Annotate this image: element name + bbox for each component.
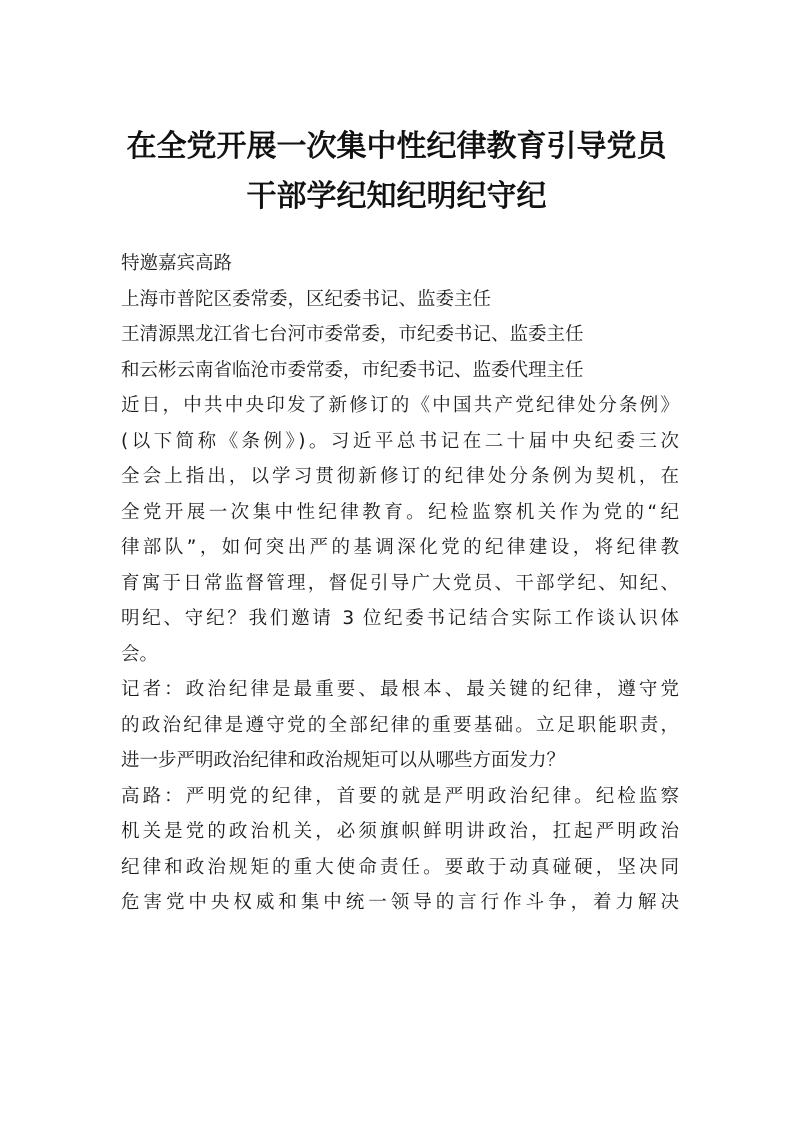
paragraph-line: 会。 xyxy=(121,643,159,665)
paragraph-line: 律部队”，如何突出严的基调深化党的纪律建设，将纪律教 xyxy=(121,537,679,558)
document-body xyxy=(121,246,679,921)
paragraph-line: 纪律和政治规矩的重大使命责任。要敢于动真碰硬，坚决同 xyxy=(121,856,679,878)
paragraph-line: 全会上指出，以学习贯彻新修订的纪律处分条例为契机，在 xyxy=(121,466,679,487)
guest-list xyxy=(121,246,679,388)
paragraph-line: 全党开展一次集中性纪律教育。纪检监察机关作为党的“纪 xyxy=(121,501,679,523)
question-paragraph xyxy=(121,672,679,779)
paragraph-line: 的政治纪律是遵守党的全部纪律的重要基础。立足职能职责， xyxy=(121,714,679,736)
guest-line: 王清源黑龙江省七台河市委常委，市纪委书记、监委主任 xyxy=(121,324,584,345)
paragraph-line: 机关是党的政治机关，必须旗帜鲜明讲政治，扛起严明政治 xyxy=(121,821,679,842)
guest-line: 和云彬云南省临沧市委常委，市纪委书记、监委代理主任 xyxy=(121,359,584,381)
document-title xyxy=(0,122,793,222)
paragraph-line: 危害党中央权威和集中统一领导的言行作斗争，着力解决 xyxy=(121,892,679,913)
guest-line: 特邀嘉宾高路 xyxy=(121,253,233,274)
paragraph-line: 进一步严明政治纪律和政治规矩可以从哪些方面发力？ xyxy=(121,750,566,771)
paragraph-line: 育寓于日常监督管理，督促引导广大党员、干部学纪、知纪、 xyxy=(121,572,679,594)
title-line-2: 干部学纪知纪明纪守纪 xyxy=(246,179,547,214)
title-line-1: 在全党开展一次集中性纪律教育引导党员 xyxy=(126,129,667,164)
paragraph-line: 高路：严明党的纪律，首要的就是严明政治纪律。纪检监察 xyxy=(121,785,679,807)
paragraph-line: 明纪、守纪？我们邀请 3 位纪委书记结合实际工作谈认识体 xyxy=(121,608,679,629)
guest-line: 上海市普陀区委常委，区纪委书记、监委主任 xyxy=(121,288,492,310)
paragraph-line: 近日，中共中央印发了新修订的《中国共产党纪律处分条例》 xyxy=(121,395,679,416)
intro-paragraph xyxy=(121,388,679,672)
answer-paragraph xyxy=(121,779,679,921)
paragraph-line: 记者：政治纪律是最重要、最根本、最关键的纪律，遵守党 xyxy=(121,679,679,700)
paragraph-line: (以下简称《条例》)。习近平总书记在二十届中央纪委三次 xyxy=(121,430,679,452)
